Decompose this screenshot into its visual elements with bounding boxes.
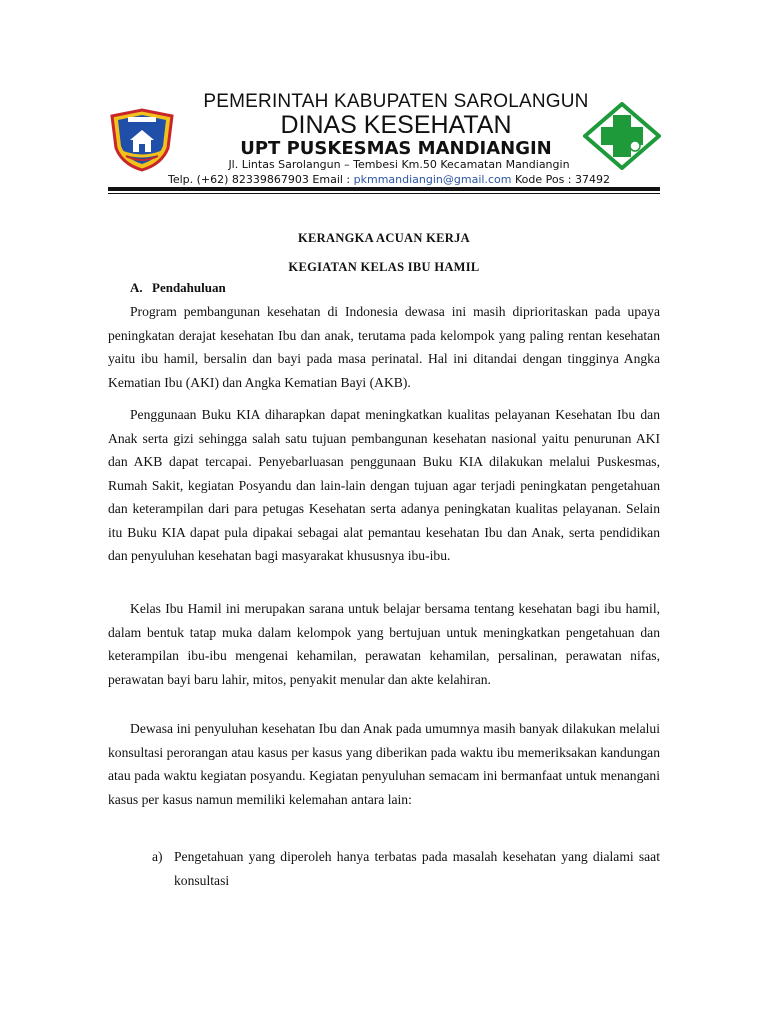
letterhead-department: DINAS KESEHATAN — [280, 111, 512, 139]
paragraph: Penggunaan Buku KIA diharapkan dapat meningkatkan kualitas pelayanan Kesehatan Ibu dan Anak serta gizi sehingga salah satu tujuan pembangunan kesehatan nasional yaitu penurunan AKI dan AKB dapat tercapai. Penyebarluasan penggunaan Buku KIA dilakukan melalui Puskesmas, Rumah Sakit, kegiatan Posyandu dan lain-lain dengan tujuan agar terjadi peningkatan pengetahuan dan keterampilan dari para petugas Kesehatan serta adanya peningkatan kualitas pelayanan. Selain itu Buku KIA dapat pula dipakai sebagai alat pemantau kesehatan Ibu dan Anak, serta pendidikan dan penyuluhan kesehatan bagi masyarakat khususnya ibu-ibu. — [108, 407, 660, 563]
letterhead-institution: UPT PUSKESMAS MANDIANGIN — [240, 138, 552, 159]
contact-suffix: Kode Pos : 37492 — [511, 173, 610, 186]
contact-prefix: Telp. (+62) 82339867903 Email : — [167, 173, 354, 186]
paragraph: Kelas Ibu Hamil ini merupakan sarana untuk belajar bersama tentang kesehatan bagi ibu hamil, dalam bentuk tatap muka dalam kelompok yang bertujuan untuk meningkatkan pengetahuan dan keterampilan ibu-ibu mengenai kehamilan, perawatan kehamilan, persalinan, perawatan nifas, perawatan bayi baru lahir, mitos, penyakit menular dan akte kelahiran. — [108, 601, 660, 687]
email-link[interactable]: pkmmandiangin@gmail.com — [353, 173, 512, 186]
paragraph: Dewasa ini penyuluhan kesehatan Ibu dan Anak pada umumnya masih banyak dilakukan melalui konsultasi perorangan atau kasus per kasus yang diberikan pada waktu ibu memeriksakan kandungan atau pada waktu kegiatan posyandu. Kegiatan penyuluhan semacam ini bermanfaat untuk menangani kasus per kasus namun memiliki kelemahan antara lain: — [108, 721, 660, 807]
document-subtitle: KEGIATAN KELAS IBU HAMIL — [288, 260, 480, 274]
letterhead-rule-thick — [108, 187, 660, 191]
section-title: Pendahuluan — [152, 280, 226, 295]
letterhead-address: Jl. Lintas Sarolangun – Tembesi Km.50 Kecamatan Mandiangin — [228, 158, 570, 171]
list-item-text: Pengetahuan yang diperoleh hanya terbatas pada masalah kesehatan yang dialami saat konsultasi — [174, 849, 660, 888]
section-heading — [130, 280, 226, 296]
paragraph: Program pembangunan kesehatan di Indonesia dewasa ini masih diprioritaskan pada upaya peningkatan derajat kesehatan Ibu dan anak, terutama pada kelompok yang paling rentan kesehatan yaitu ibu hamil, bersalin dan bayi pada masa perinatal. Hal ini ditandai dengan tingginya Angka Kematian Ibu (AKI) dan Angka Kematian Bayi (AKB). — [108, 304, 660, 390]
document-title: KERANGKA ACUAN KERJA — [298, 231, 470, 245]
letterhead-government: PEMERINTAH KABUPATEN SAROLANGUN — [203, 91, 589, 112]
letterhead-rule-thin — [108, 193, 660, 194]
list-item — [152, 845, 660, 892]
letterhead-contact — [0, 173, 768, 186]
list-marker: a) — [152, 849, 163, 864]
section-number: A. — [130, 280, 143, 295]
